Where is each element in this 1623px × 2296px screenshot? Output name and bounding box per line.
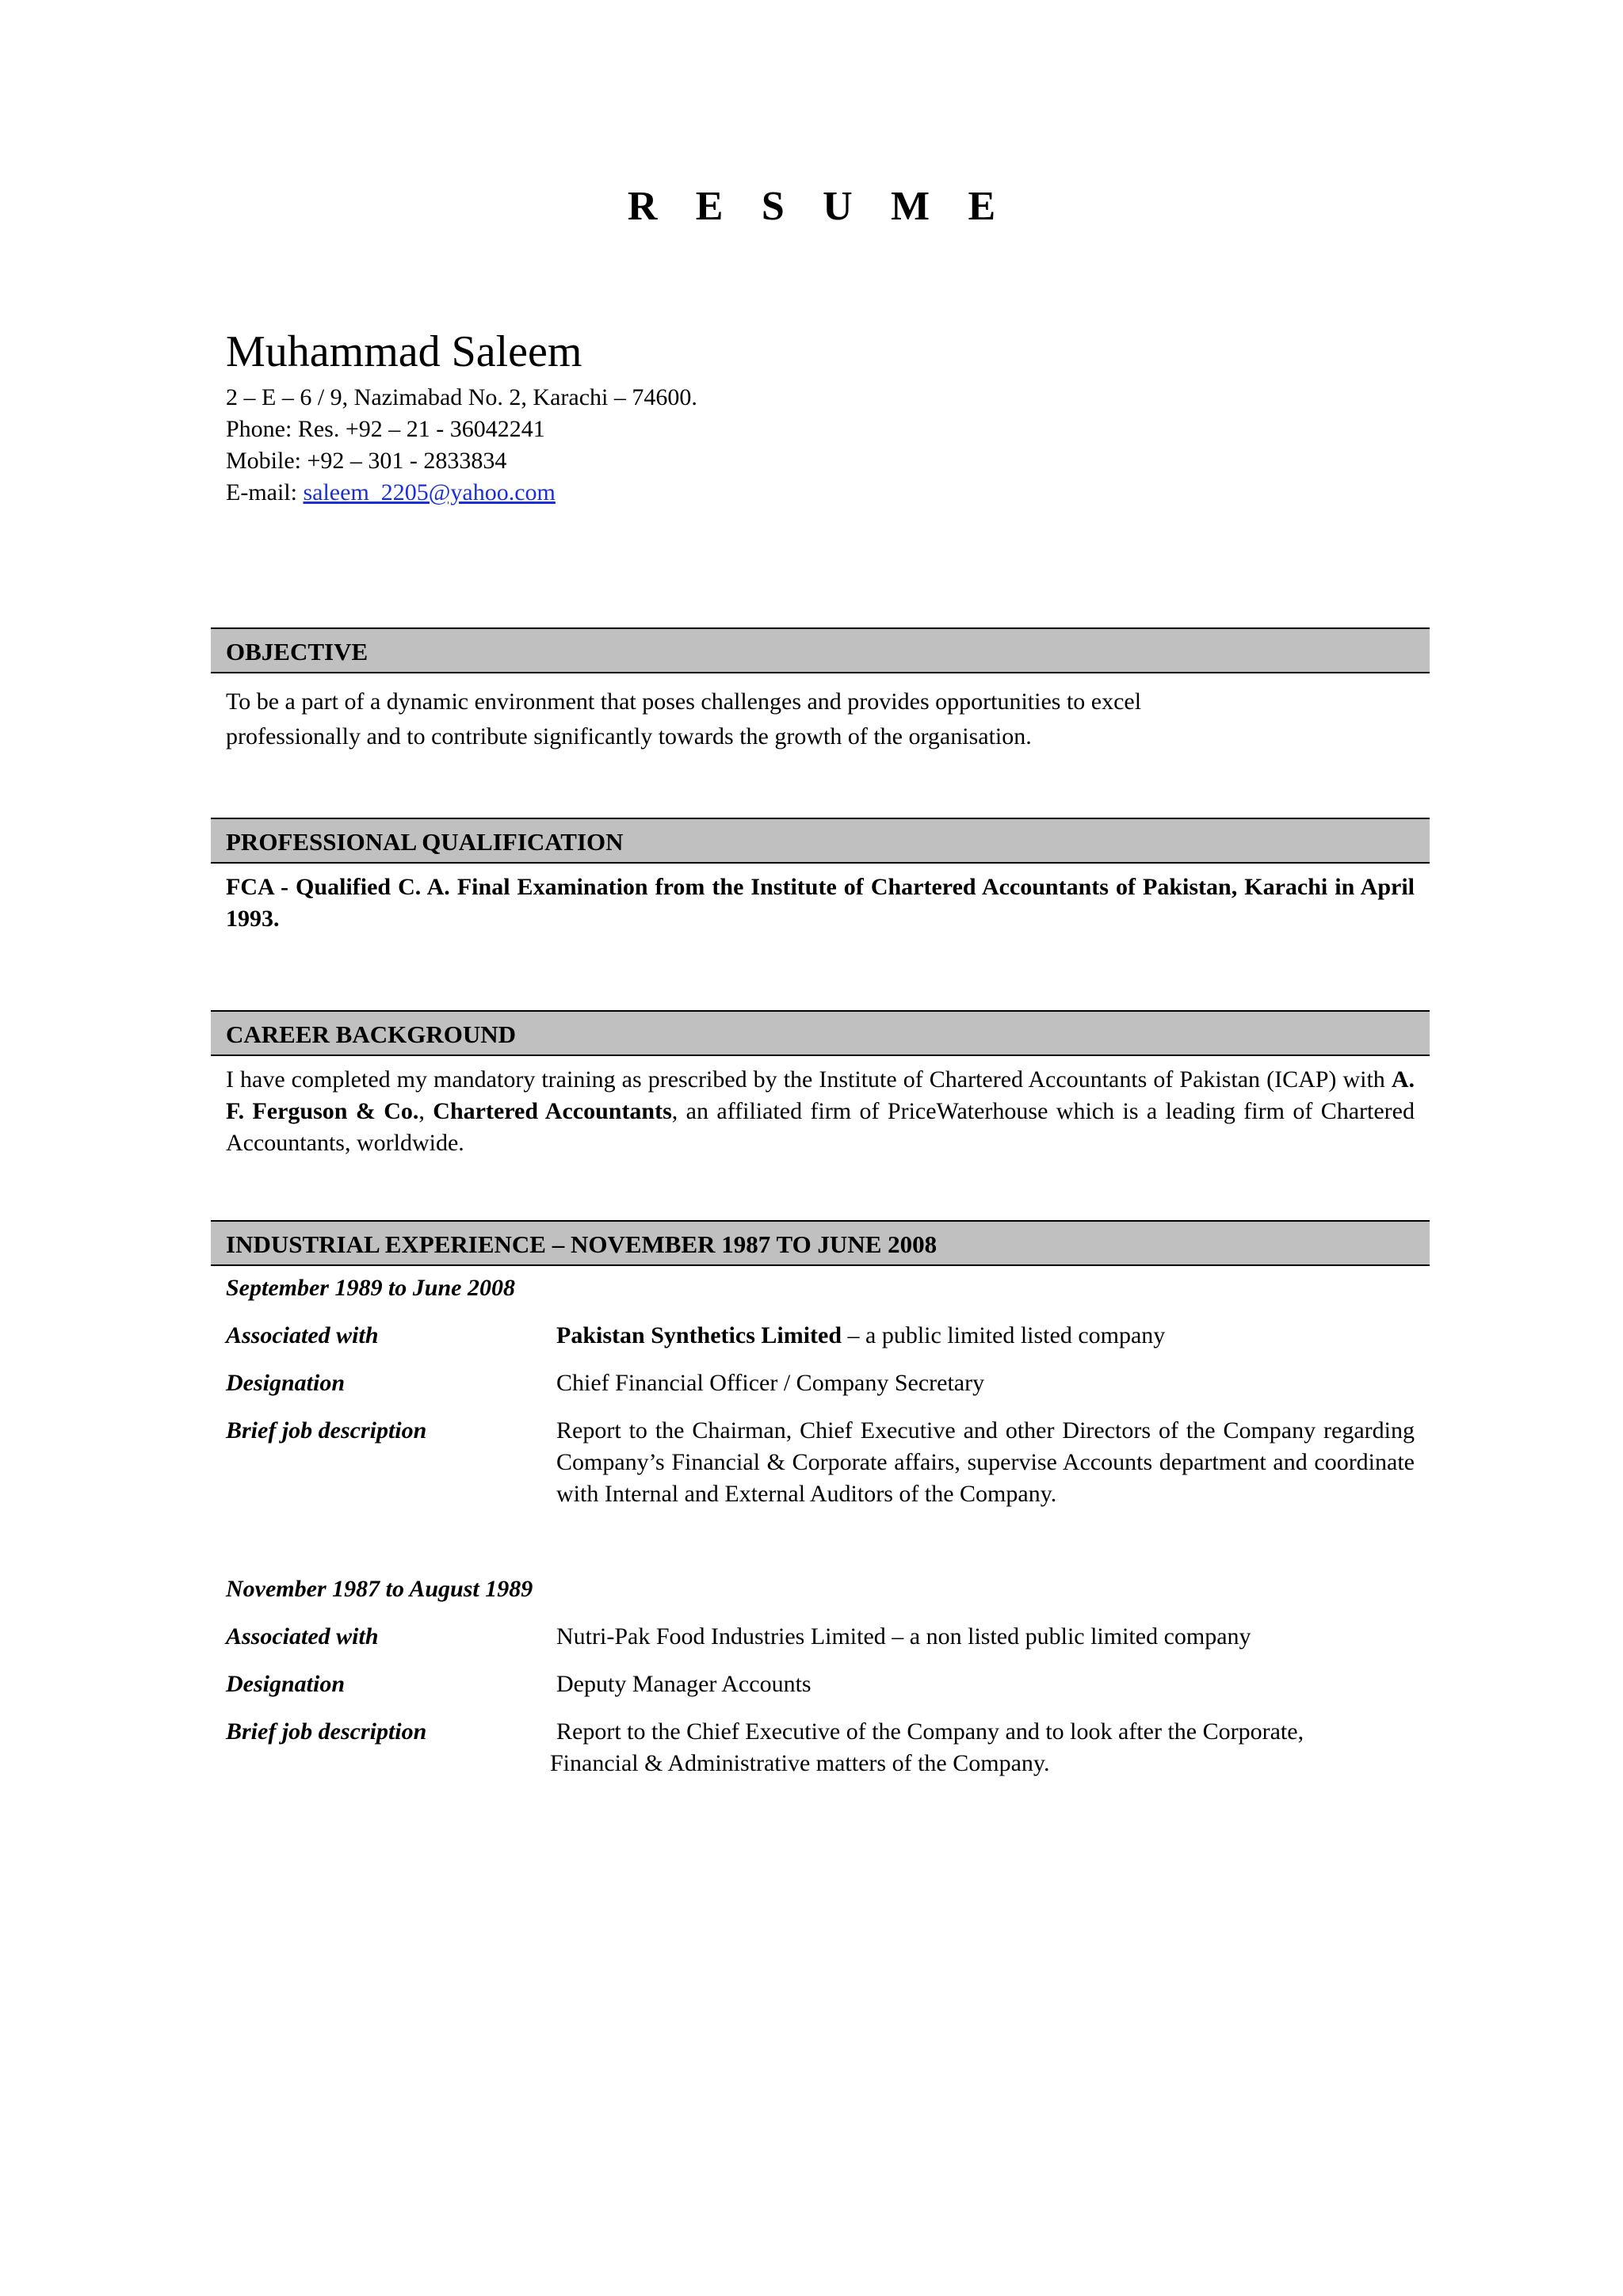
job-1-company-note: – a public limited listed company [842, 1322, 1166, 1348]
mobile: Mobile: +92 – 301 - 2833834 [226, 448, 507, 474]
job-1-designation: Chief Financial Officer / Company Secretary [556, 1370, 985, 1396]
address: 2 – E – 6 / 9, Nazimabad No. 2, Karachi – 74600. [226, 384, 697, 410]
contact-block [226, 322, 1415, 509]
job-1-company-value [556, 1320, 1415, 1352]
job-2-description [550, 1716, 1415, 1779]
objective-line-2: professionally and to contribute significantly towards the growth of the organisation. [226, 723, 1032, 749]
job-1-associated-row [226, 1320, 1415, 1352]
job-1-company: Pakistan Synthetics Limited [556, 1322, 842, 1348]
qualification-text: FCA - Qualified C. A. Final Examination from the Institute of Chartered Accountants of Pakistan, Karachi in April 1993. [226, 874, 1415, 932]
associated-label: Associated with [226, 1623, 379, 1650]
job-2-description-line-1: Report to the Chief Executive of the Company and to look after the Corporate, [556, 1718, 1304, 1745]
job-2-company: Nutri-Pak Food Industries Limited – a non listed public limited company [556, 1623, 1251, 1650]
training-firm: A. F. Ferguson & Co. [226, 1066, 1415, 1124]
email-label: E-mail: [226, 479, 304, 505]
description-label: Brief job description [226, 1718, 427, 1745]
applicant-name: Muhammad Saleem [226, 327, 582, 376]
job-2-description-row [226, 1716, 1415, 1779]
career-heading: CAREER BACKGROUND [211, 1010, 1430, 1056]
email-line [226, 477, 1415, 509]
career-comma: , [418, 1098, 433, 1124]
career-text [211, 1064, 1430, 1159]
email-link[interactable]: saleem_2205@yahoo.com [303, 479, 556, 505]
job-1-designation-row [226, 1367, 1415, 1399]
training-firm-type: Chartered Accountants [433, 1098, 672, 1124]
job-2-designation: Deputy Manager Accounts [556, 1671, 812, 1697]
designation-label: Designation [226, 1370, 346, 1396]
experience-body [211, 1272, 1430, 1779]
objective-section [211, 627, 1430, 754]
career-section [211, 1010, 1430, 1159]
associated-label: Associated with [226, 1322, 379, 1348]
objective-text [211, 685, 1430, 754]
career-text-intro: I have completed my mandatory training as prescribed by the Institute of Chartered Accountants of Pakistan (ICAP) with [226, 1066, 1392, 1093]
objective-line-1: To be a part of a dynamic environment that poses challenges and provides opportunities to excel [226, 688, 1142, 715]
job-2-associated-row [226, 1621, 1415, 1653]
job-1-period: September 1989 to June 2008 [226, 1275, 515, 1301]
designation-label: Designation [226, 1671, 346, 1697]
objective-heading: OBJECTIVE [211, 627, 1430, 673]
job-2-period: November 1987 to August 1989 [226, 1576, 533, 1602]
career-text-outro: , an affiliated firm of PriceWaterhouse which is a leading firm of Chartered Accountants, worldwide. [226, 1098, 1415, 1156]
qualification-heading: PROFESSIONAL QUALIFICATION [211, 818, 1430, 864]
experience-heading: INDUSTRIAL EXPERIENCE – NOVEMBER 1987 TO JUNE 2008 [211, 1220, 1430, 1266]
experience-section [211, 1220, 1430, 1779]
description-label: Brief job description [226, 1417, 427, 1444]
job-2-description-line-2: Financial & Administrative matters of the Company. [550, 1750, 1050, 1776]
page-title: R E S U M E [627, 184, 1010, 229]
qualification-section [211, 818, 1430, 935]
job-1-description-row [226, 1415, 1415, 1510]
phone: Phone: Res. +92 – 21 - 36042241 [226, 416, 545, 442]
job-1-description: Report to the Chairman, Chief Executive and other Directors of the Company regarding Company’s Financial & Corporate affairs, supervise Accounts department and coordinate with Internal and External Auditors of the Company. [556, 1417, 1415, 1507]
job-2-designation-row [226, 1669, 1415, 1700]
